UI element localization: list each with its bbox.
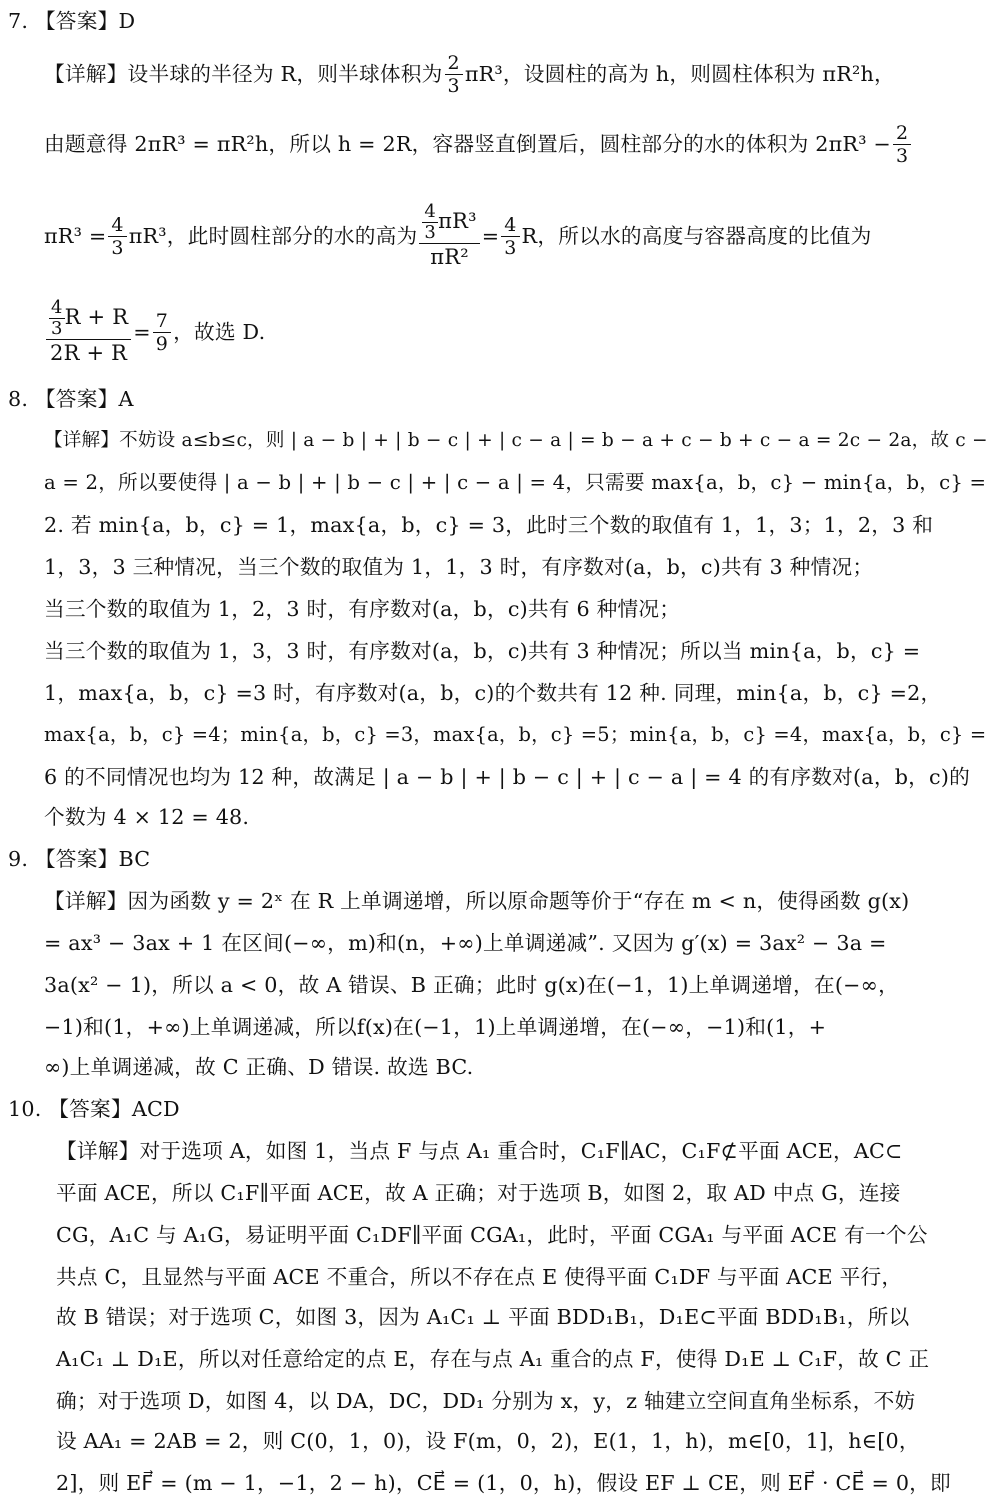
- q7-fraction: $\frac{2}{3}$: [893, 122, 911, 167]
- q7-number: 7.: [8, 9, 29, 33]
- q7-text: πR³，设圆柱的高为 h，则圆柱体积为 πR²h，: [464, 62, 895, 86]
- q7-text: πR³ =: [44, 224, 107, 248]
- q10-line: 设 AA₁ = 2AB = 2，则 C(0，1，0)，设 F(m，0，2)，E(1，1，h)，m∈[0，1]，h∈[0，: [56, 1429, 920, 1453]
- q8-line: 【详解】不妨设 a≤b≤c，则 | a − b | + | b − c | + | c − a | = b − a + c − b + c − a = 2c − 2a，故 c −: [44, 430, 988, 451]
- q8-line: a = 2，所以要使得 | a − b | + | b − c | + | c − a | = 4，只需要 max{a，b，c} − min{a，b，c} =: [44, 471, 987, 494]
- q7-line-2: [44, 118, 1000, 170]
- q10-header: [8, 1094, 1000, 1124]
- q7-fraction: $\frac{4}{3}$: [108, 214, 126, 259]
- q7-fraction: $\frac{4}{3}$: [501, 214, 519, 259]
- q8-line: 2. 若 min{a，b，c} = 1，max{a，b，c} = 3，此时三个数的取值有 1，1，3；1，2，3 和: [44, 513, 934, 537]
- q7-answer: 【答案】D: [34, 9, 136, 33]
- q7-line-1: [44, 48, 1000, 100]
- q7-text: R，所以水的高度与容器高度的比值为: [521, 224, 872, 248]
- q8-line: 当三个数的取值为 1，3，3 时，有序数对(a，b，c)共有 3 种情况；所以当 min{a，b，c} =: [44, 639, 921, 663]
- q10-line: 【详解】对于选项 A，如图 1，当点 F 与点 A₁ 重合时，C₁F∥AC，C₁F⊄平面 ACE，AC⊂: [56, 1139, 903, 1163]
- q7-text: πR³，此时圆柱部分的水的高为: [128, 224, 418, 248]
- q7-compound-fraction: $\frac{4}{3}$ πR³ πR²: [419, 202, 479, 270]
- q8-line: 1，3，3 三种情况，当三个数的取值为 1，1，3 时，有序数对(a，b，c)共有 3 种情况；: [44, 555, 874, 579]
- q8-answer: 【答案】A: [34, 387, 134, 411]
- q7-text: ，故选 D.: [173, 320, 266, 344]
- q10-number: 10.: [8, 1097, 42, 1121]
- q7-text: 【详解】设半球的半径为 R，则半球体积为: [44, 62, 443, 86]
- q7-fraction: $\frac{2}{3}$: [445, 52, 463, 97]
- q10-answer: 【答案】ACD: [48, 1097, 180, 1121]
- q7-header: [8, 6, 1000, 36]
- q9-line: ∞)上单调递减，故 C 正确、D 错误. 故选 BC.: [44, 1055, 474, 1079]
- q8-line: 当三个数的取值为 1，2，3 时，有序数对(a，b，c)共有 6 种情况；: [44, 597, 681, 621]
- q9-answer: 【答案】BC: [34, 847, 151, 871]
- q7-compound-fraction: $\frac{4}{3}$ R + R 2R + R: [46, 298, 131, 366]
- q8-line: 1，max{a，b，c} =3 时，有序数对(a，b，c)的个数共有 12 种. 同理，min{a，b，c} =2，: [44, 681, 942, 705]
- q9-line: 【详解】因为函数 y = 2ˣ 在 R 上单调递增，所以原命题等价于“存在 m < n，使得函数 g(x): [44, 889, 910, 913]
- q8-number: 8.: [8, 387, 29, 411]
- q10-line: 确；对于选项 D，如图 4，以 DA，DC，DD₁ 分别为 x，y，z 轴建立空间直角坐标系，不妨: [56, 1389, 916, 1413]
- q9-line: = ax³ − 3ax + 1 在区间(−∞，m)和(n，+∞)上单调递减”. 又因为 g′(x) = 3ax² − 3a =: [44, 931, 887, 955]
- q8-line: 6 的不同情况也均为 12 种，故满足 | a − b | + | b − c | + | c − a | = 4 的有序数对(a，b，c)的: [44, 765, 970, 789]
- q7-line-3: [44, 188, 1000, 284]
- q9-header: [8, 844, 1000, 874]
- q9-line: −1)和(1，+∞)上单调递减，所以f(x)在(−1，1)上单调递增，在(−∞，−1)和(1，+: [44, 1015, 827, 1039]
- q10-line: 故 B 错误；对于选项 C，如图 3，因为 A₁C₁ ⊥ 平面 BDD₁B₁，D₁E⊂平面 BDD₁B₁，所以: [56, 1305, 910, 1329]
- q10-line: 2]，则 EF⃗ = (m − 1，−1，2 − h)，CE⃗ = (1，0，h)，假设 EF ⊥ CE，则 EF⃗ · CE⃗ = 0，即: [56, 1471, 951, 1495]
- q10-line: CG，A₁C 与 A₁G，易证明平面 C₁DF∥平面 CGA₁，此时，平面 CGA₁ 与平面 ACE 有一个公: [56, 1223, 928, 1247]
- q7-line-4: [44, 292, 1000, 372]
- q10-line: 平面 ACE，所以 C₁F∥平面 ACE，故 A 正确；对于选项 B，如图 2，取 AD 中点 G，连接: [56, 1181, 901, 1205]
- q7-fraction: $\frac{7}{9}$: [153, 310, 171, 355]
- q9-line: 3a(x² − 1)，所以 a < 0，故 A 错误、B 正确；此时 g(x)在(−1，1)上单调递增，在(−∞，: [44, 973, 899, 997]
- q10-line: A₁C₁ ⊥ D₁E，所以对任意给定的点 E，存在与点 A₁ 重合的点 F，使得 D₁E ⊥ C₁F，故 C 正: [56, 1347, 930, 1371]
- q8-header: [8, 384, 1000, 414]
- q8-line: max{a，b，c} =4；min{a，b，c} =3，max{a，b，c} =5；min{a，b，c} =4，max{a，b，c} =: [44, 723, 987, 746]
- q7-text: =: [481, 224, 500, 248]
- q7-text: 由题意得 2πR³ = πR²h，所以 h = 2R，容器竖直倒置后，圆柱部分的水的体积为 2πR³ −: [44, 132, 891, 156]
- q9-number: 9.: [8, 847, 29, 871]
- q7-text: =: [133, 320, 151, 344]
- q8-line: 个数为 4 × 12 = 48.: [44, 805, 250, 829]
- q10-line: 共点 C，且显然与平面 ACE 不重合，所以不存在点 E 使得平面 C₁DF 与平面 ACE 平行，: [56, 1265, 903, 1289]
